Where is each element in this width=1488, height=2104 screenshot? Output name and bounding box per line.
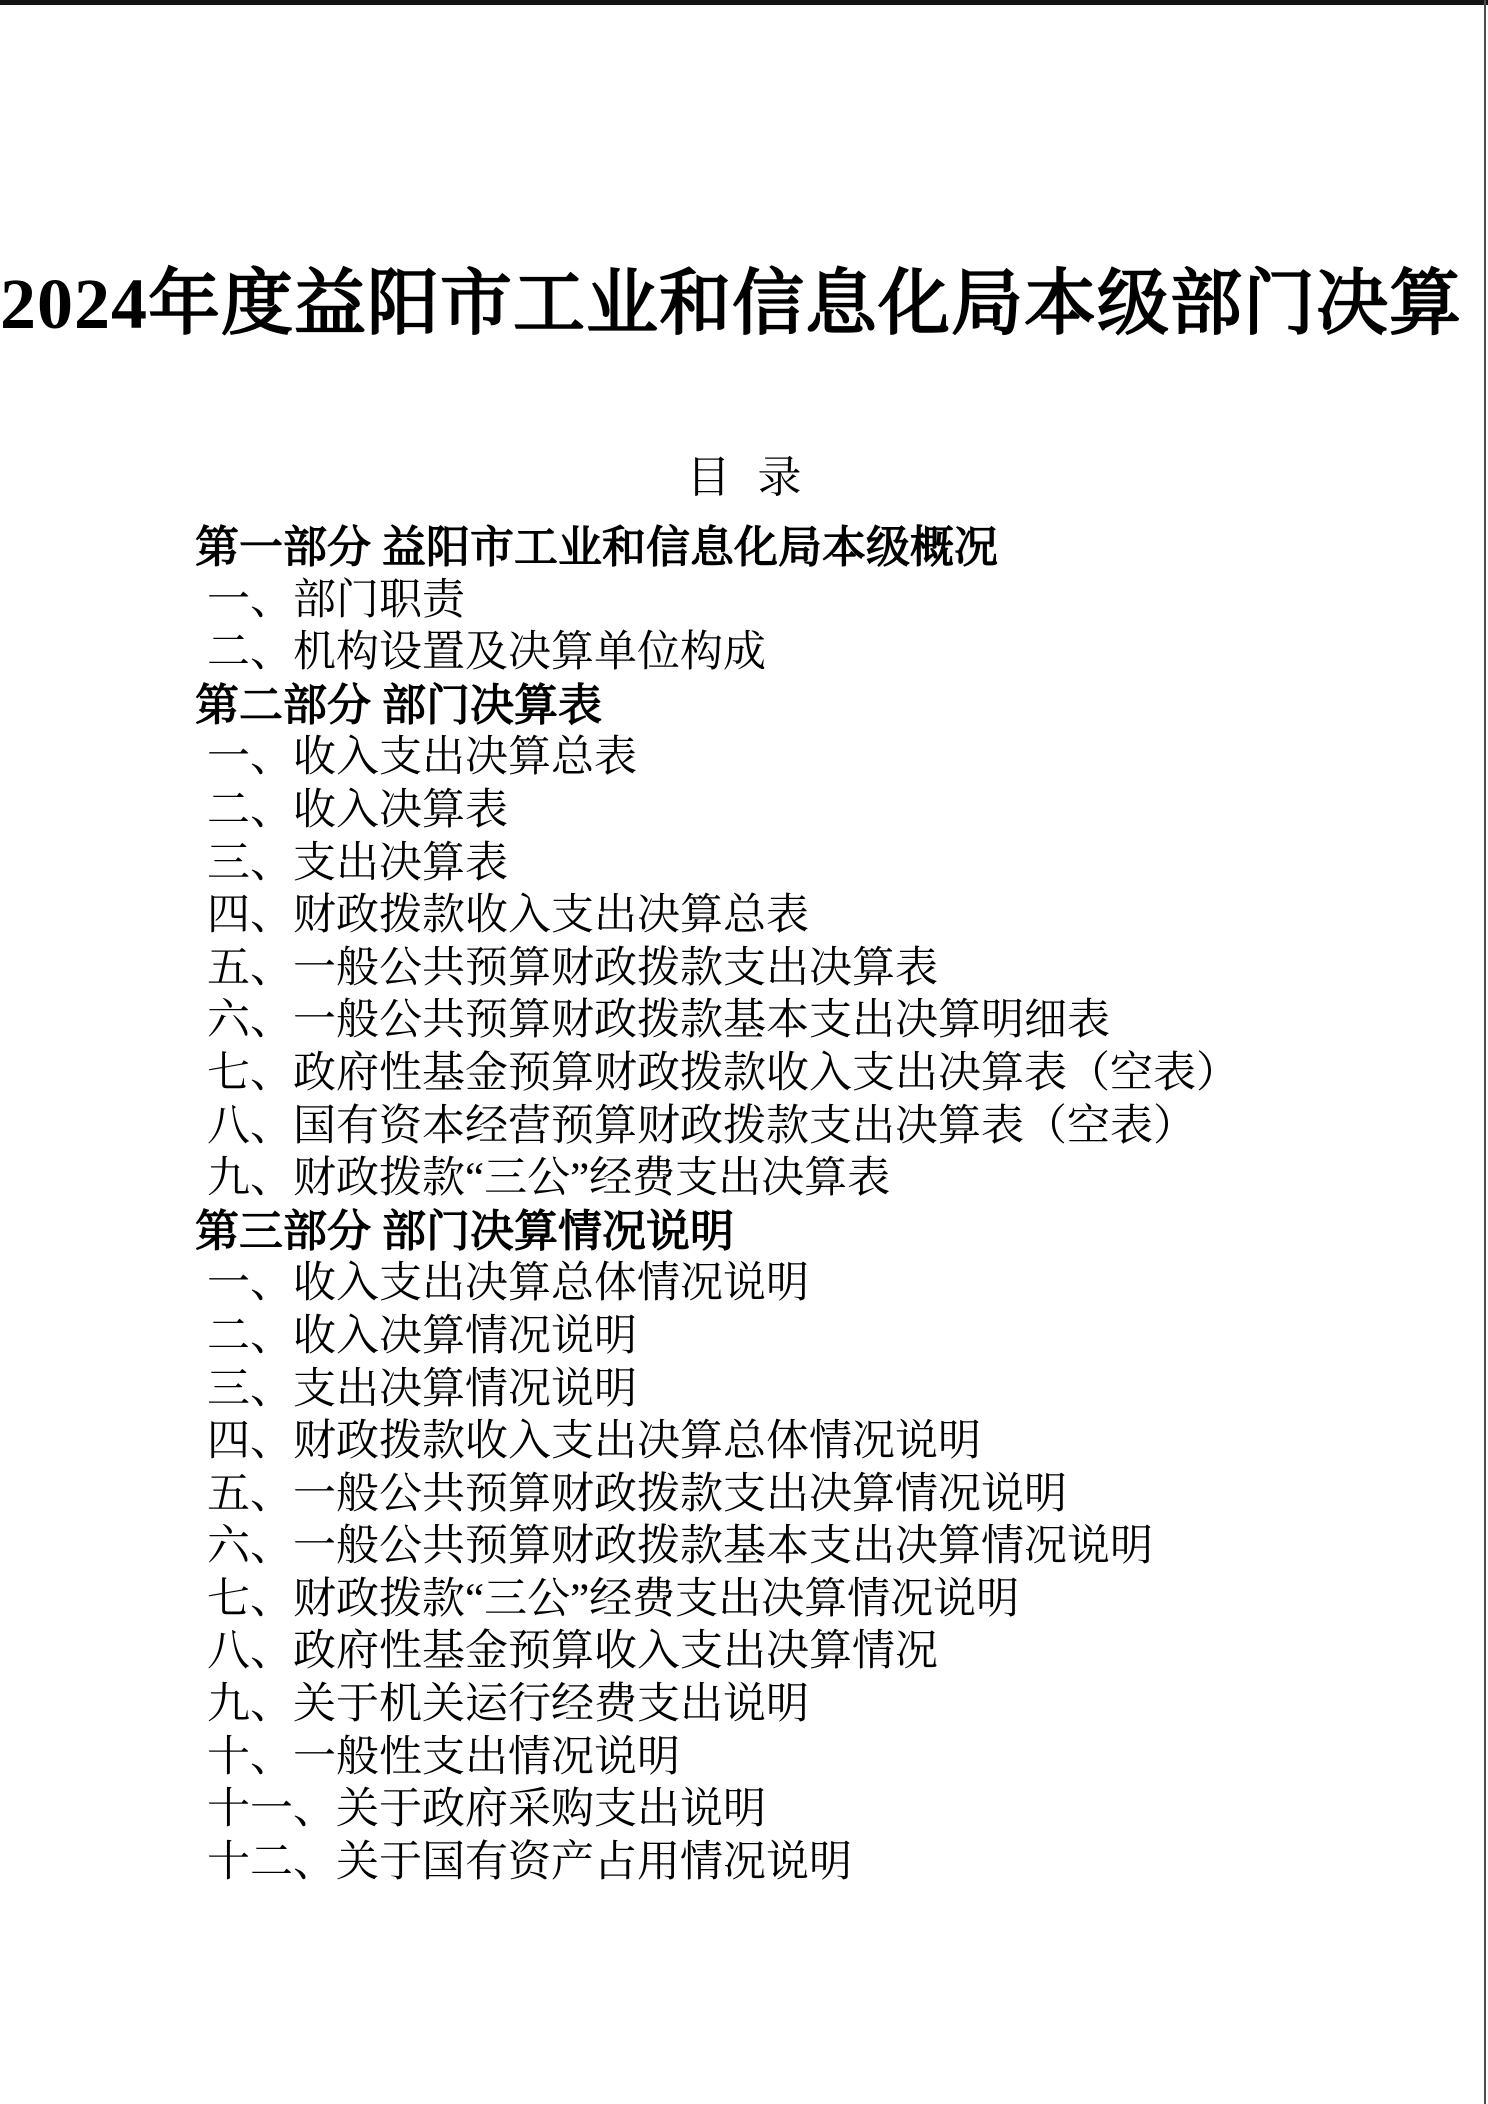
toc-item: 九、财政拨款“三公”经费支出决算表 <box>207 1155 891 1203</box>
toc-heading: 目 录 <box>686 453 802 502</box>
toc-item: 四、财政拨款收入支出决算总表 <box>207 892 809 940</box>
toc-item: 十一、关于政府采购支出说明 <box>207 1786 766 1834</box>
toc-item: 二、收入决算情况说明 <box>207 1312 637 1360</box>
toc-item: 三、支出决算情况说明 <box>207 1365 637 1413</box>
toc-part-heading: 第一部分 益阳市工业和信息化局本级概况 <box>195 523 998 572</box>
toc-item: 三、支出决算表 <box>207 839 508 887</box>
toc-item: 一、收入支出决算总表 <box>207 734 637 782</box>
toc-item: 五、一般公共预算财政拨款支出决算情况说明 <box>207 1470 1067 1518</box>
toc-item: 八、国有资本经营预算财政拨款支出决算表（空表） <box>207 1102 1196 1150</box>
scan-top-edge <box>0 0 1488 5</box>
toc-item: 六、一般公共预算财政拨款基本支出决算情况说明 <box>207 1523 1153 1571</box>
toc-item: 十二、关于国有资产占用情况说明 <box>207 1838 852 1886</box>
toc-item: 六、一般公共预算财政拨款基本支出决算明细表 <box>207 997 1110 1045</box>
toc-item: 七、政府性基金预算财政拨款收入支出决算表（空表） <box>207 1049 1239 1097</box>
toc-item: 一、部门职责 <box>207 576 465 624</box>
toc-list <box>0 522 1488 1889</box>
toc-item: 四、财政拨款收入支出决算总体情况说明 <box>207 1418 981 1466</box>
toc-item: 八、政府性基金预算收入支出决算情况 <box>207 1628 938 1676</box>
toc-item: 五、一般公共预算财政拨款支出决算表 <box>207 944 938 992</box>
toc-part-heading: 第三部分 部门决算情况说明 <box>195 1206 734 1256</box>
toc-item: 九、关于机关运行经费支出说明 <box>207 1681 809 1729</box>
toc-item: 一、收入支出决算总体情况说明 <box>207 1260 809 1308</box>
toc-item: 二、机构设置及决算单位构成 <box>207 629 766 677</box>
toc-part-heading: 第二部分 部门决算表 <box>195 680 602 730</box>
toc-item: 十、一般性支出情况说明 <box>207 1733 680 1781</box>
toc-item: 七、财政拨款“三公”经费支出决算情况说明 <box>207 1575 1020 1623</box>
toc-item: 二、收入决算表 <box>207 786 508 834</box>
document-title: 2024年度益阳市工业和信息化局本级部门决算 <box>0 264 1463 344</box>
